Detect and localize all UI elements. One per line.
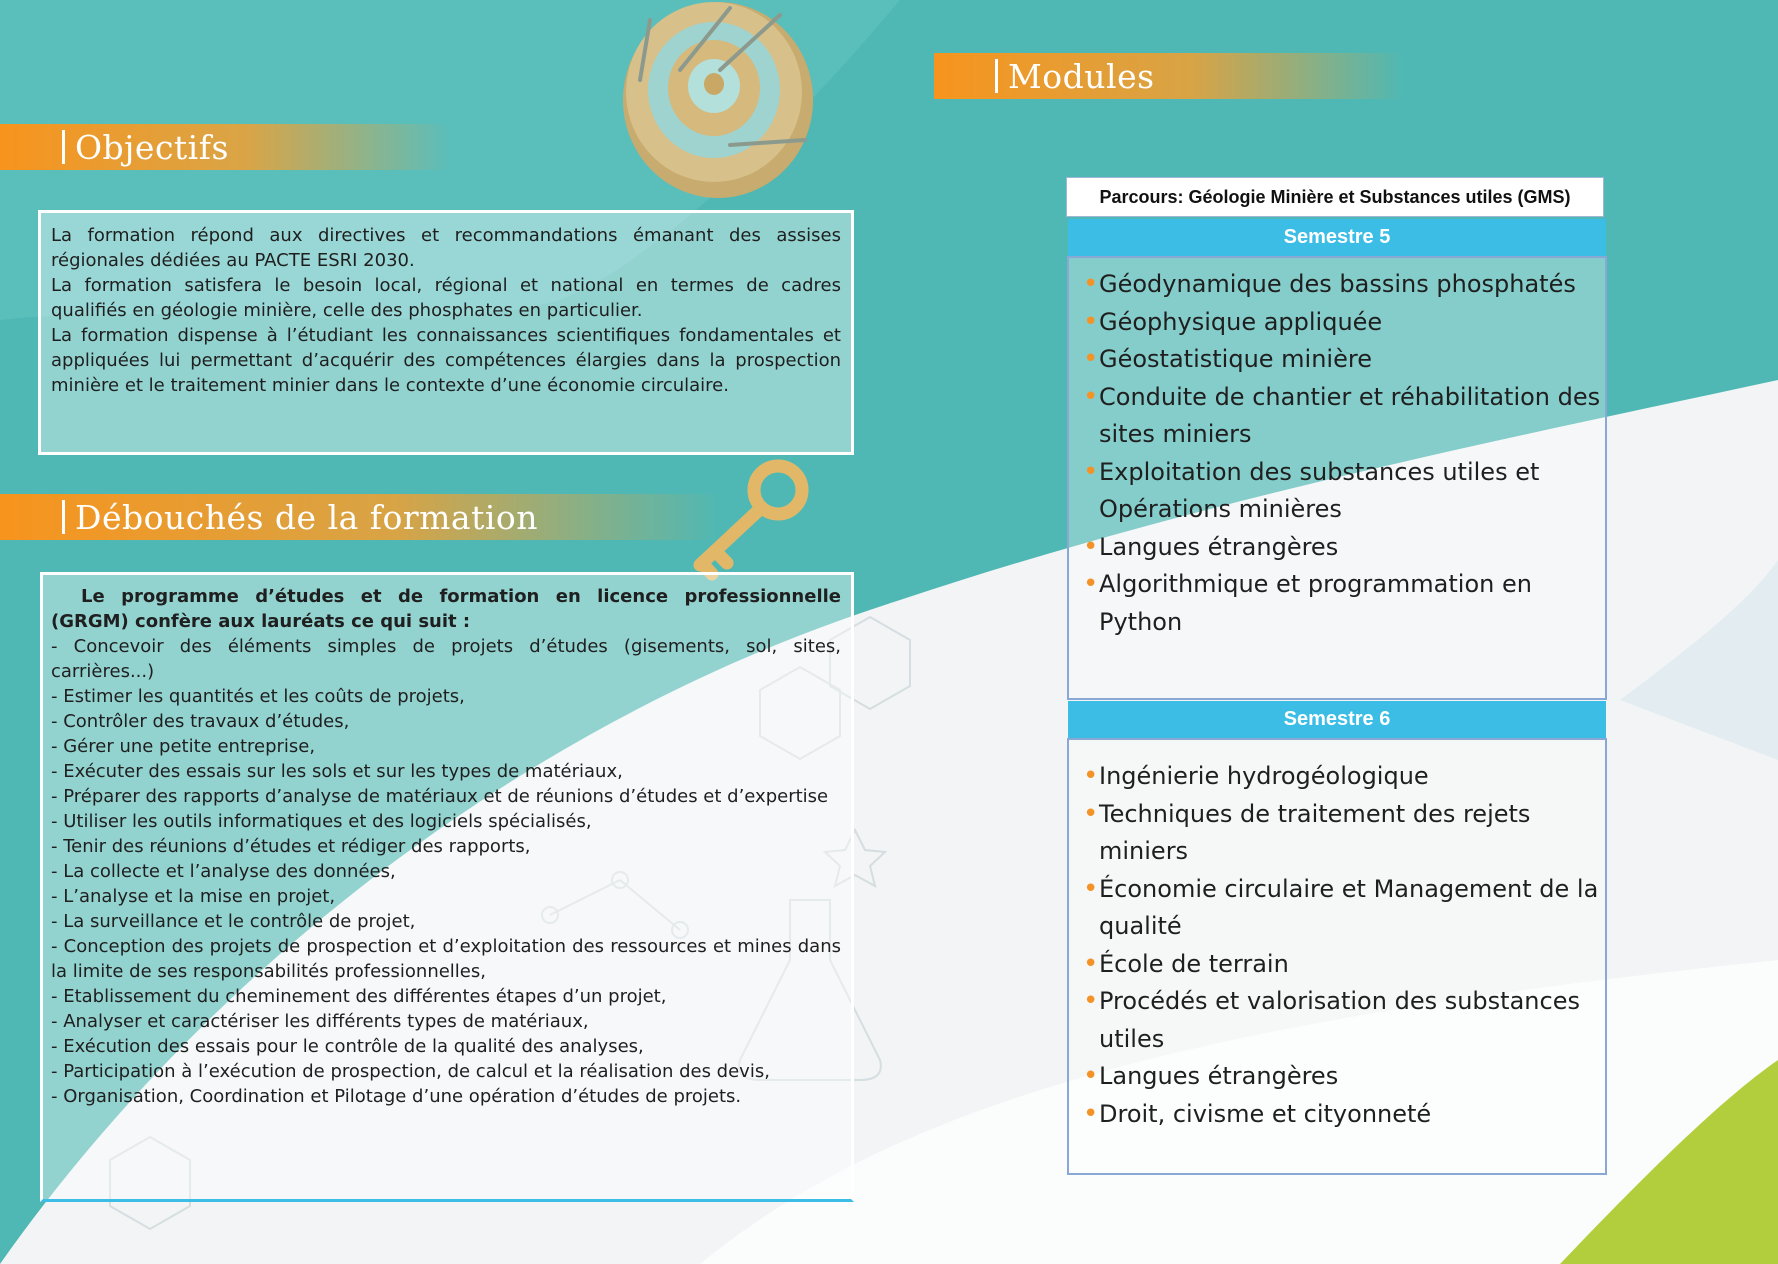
objectifs-paragraph-3: La formation dispense à l’étudiant les connaissances scientifiques fondamentales et appliquées lui permettant d’acquérir des compétences élargies dans la prospection minière et le traitement minier dans le contexte d’une économie circulaire. [51,325,841,396]
module-item: • Géodynamique des bassins phosphatés [1069,266,1605,304]
debouche-item: - Etablissement du cheminement des différentes étapes d’un projet, [51,986,667,1007]
module-item: • Droit, civisme et cityonneté [1069,1096,1605,1134]
banner-bar [995,59,998,93]
debouche-item: - Exécution des essais pour le contrôle de la qualité des analyses, [51,1036,644,1057]
debouche-item: - Estimer les quantités et les coûts de projets, [51,686,465,707]
module-item: • Langues étrangères [1069,1058,1605,1096]
debouche-item: - L’analyse et la mise en projet, [51,886,336,907]
module-item: • Économie circulaire et Management de la qualité [1069,871,1605,946]
module-item: • Procédés et valorisation des substances utiles [1069,983,1605,1058]
objectifs-paragraph-2: La formation satisfera le besoin local, régional et national en termes de cadres qualifiés en géologie minière, celle des phosphates en particulier. [51,275,841,321]
debouche-item: - Préparer des rapports d’analyse de matériaux et de réunions d’études et d’expertise [51,786,829,807]
semestre-6-header: Semestre 6 [1068,701,1606,738]
module-item: • Géostatistique minière [1069,341,1605,379]
debouche-item: - Contrôler des travaux d’études, [51,711,350,732]
module-item: • Algorithmique et programmation en Python [1069,566,1605,641]
parcours-title: Parcours: Géologie Minière et Substances utiles (GMS) [1066,177,1604,217]
module-item: • Exploitation des substances utiles et Opérations minières [1069,454,1605,529]
semestre-5-header: Semestre 5 [1068,219,1606,256]
debouches-intro: Le programme d’études et de formation en licence professionnelle (GRGM) confère aux lauréats ce qui suit : [51,586,841,632]
objectifs-text [51,223,841,398]
debouche-item: - Gérer une petite entreprise, [51,736,316,757]
debouches-banner [62,494,538,540]
debouche-item: - La collecte et l’analyse des données, [51,861,396,882]
module-item: • Ingénierie hydrogéologique [1069,758,1605,796]
debouche-item: - Exécuter des essais sur les sols et sur les types de matériaux, [51,761,623,782]
target-dartboard-icon [610,0,820,205]
key-icon [680,455,815,585]
module-item: • Techniques de traitement des rejets miniers [1069,796,1605,871]
module-item: • École de terrain [1069,946,1605,984]
debouche-item: - Organisation, Coordination et Pilotage d’une opération d’études de projets. [51,1086,742,1107]
objectifs-title: Objectifs [75,127,229,167]
semestre-6-box [1067,738,1607,1175]
module-item: • Géophysique appliquée [1069,304,1605,342]
debouche-item: - Tenir des réunions d’études et rédiger des rapports, [51,836,531,857]
modules-banner [995,53,1155,99]
semestre-5-box [1067,256,1607,700]
debouche-item: - Utiliser les outils informatiques et des logiciels spécialisés, [51,811,592,832]
objectifs-banner [62,124,229,170]
semestre-6-list [1069,740,1605,1133]
objectifs-paragraph-1: La formation répond aux directives et recommandations émanant des assises régionales dédiées au PACTE ESRI 2030. [51,225,841,271]
debouche-item: - Concevoir des éléments simples de projets d’études (gisements, sol, sites, carrières...) [51,636,841,682]
debouches-title: Débouchés de la formation [75,497,539,537]
module-item: • Langues étrangères [1069,529,1605,567]
debouche-item: - Analyser et caractériser les différents types de matériaux, [51,1011,589,1032]
module-item: • Conduite de chantier et réhabilitation des sites miniers [1069,379,1605,454]
debouche-item: - Conception des projets de prospection et d’exploitation des ressources et mines dans la limite de ses responsabilités professionnelles, [51,936,841,982]
semestre-5-list [1069,258,1605,641]
modules-title: Modules [1008,56,1155,96]
debouche-item: - Participation à l’exécution de prospection, de calcul et la réalisation des devis, [51,1061,770,1082]
banner-bar [62,130,65,164]
debouches-text [51,584,841,1109]
banner-bar [62,500,65,534]
debouche-item: - La surveillance et le contrôle de projet, [51,911,416,932]
